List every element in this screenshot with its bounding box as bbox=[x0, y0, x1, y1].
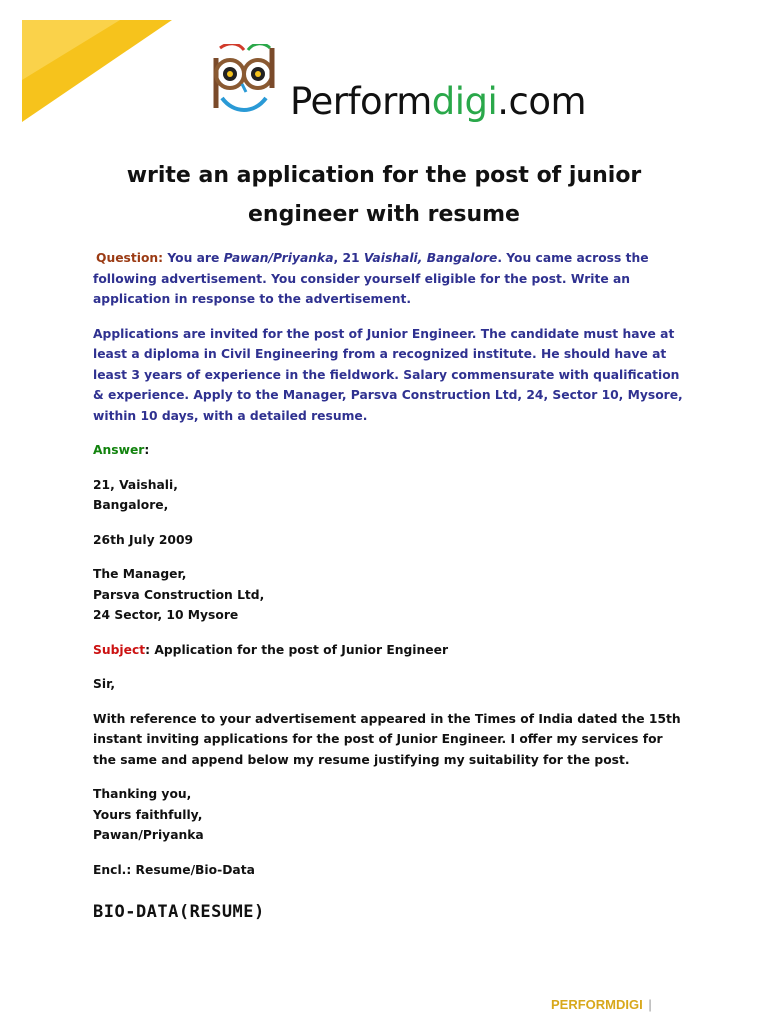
title-line-2: engineer with resume bbox=[248, 202, 520, 227]
title-line-1: write an application for the post of junior bbox=[126, 163, 642, 188]
letter-body: With reference to your advertisement appeared in the Times of India dated the 15th instant inviting applications for the post of Junior Engineer. I offer my services for the same and append below my resume justifying my suitability for the post. bbox=[93, 711, 681, 767]
brand-prefix: Perform bbox=[290, 80, 432, 123]
question-text-a: You are bbox=[163, 251, 224, 265]
closing-line-3: Pawan/Priyanka bbox=[93, 828, 204, 842]
enclosure-line: Encl.: Resume/Bio-Data bbox=[93, 862, 255, 877]
question-address: Vaishali, Bangalore bbox=[363, 251, 498, 265]
sender-line-2: Bangalore, bbox=[93, 498, 169, 512]
document-body bbox=[93, 248, 683, 894]
recipient-line-2: Parsva Construction Ltd, bbox=[93, 587, 265, 602]
brand-accent: digi bbox=[431, 80, 498, 123]
sender-address bbox=[93, 475, 683, 516]
question-text-c: . You came across the following advertisement. You consider yourself eligible for the post. Write an application in response to the advertisement. bbox=[93, 251, 649, 306]
answer-colon: : bbox=[144, 443, 150, 457]
subject-text: : Application for the post of Junior Engineer bbox=[145, 642, 449, 657]
recipient-line-3: 24 Sector, 10 Mysore bbox=[93, 608, 239, 622]
letter-date: 26th July 2009 bbox=[93, 532, 194, 547]
answer-heading bbox=[93, 440, 683, 461]
footer-label: PERFORMDIGI bbox=[551, 997, 643, 1012]
brand-suffix: .com bbox=[497, 80, 587, 123]
performdigi-logo-icon bbox=[208, 44, 288, 120]
answer-label: Answer bbox=[93, 443, 145, 457]
page-footer bbox=[551, 997, 652, 1012]
closing-block bbox=[93, 784, 683, 846]
salutation: Sir, bbox=[93, 677, 115, 691]
question-text-b: , 21 bbox=[333, 251, 364, 265]
recipient-address bbox=[93, 564, 683, 626]
brand-wordmark bbox=[290, 80, 586, 123]
subject-label: Subject bbox=[93, 642, 146, 657]
advertisement-paragraph: Applications are invited for the post of Junior Engineer. The candidate must have at least a diploma in Civil Engineering from a recognized institute. He should have at least 3 years of experience in the fieldwork. Salary commensurate with qualification & experience. Apply to the Manager, Parsva Construction Ltd, 24, Sector 10, Mysore, within 10 days, with a detailed resume. bbox=[93, 326, 683, 423]
section-heading: BIO-DATA(RESUME) bbox=[93, 902, 265, 922]
question-paragraph bbox=[93, 248, 683, 310]
closing-line-2: Yours faithfully, bbox=[93, 807, 203, 822]
corner-decoration bbox=[0, 0, 180, 130]
recipient-line-1: The Manager, bbox=[93, 567, 187, 581]
footer-separator: | bbox=[648, 997, 652, 1012]
question-label: Question: bbox=[96, 251, 164, 265]
subject-line bbox=[93, 640, 683, 661]
page-title bbox=[0, 156, 768, 234]
question-name: Pawan/Priyanka bbox=[223, 251, 334, 265]
sender-line-1: 21, Vaishali, bbox=[93, 477, 178, 492]
closing-line-1: Thanking you, bbox=[93, 787, 192, 801]
